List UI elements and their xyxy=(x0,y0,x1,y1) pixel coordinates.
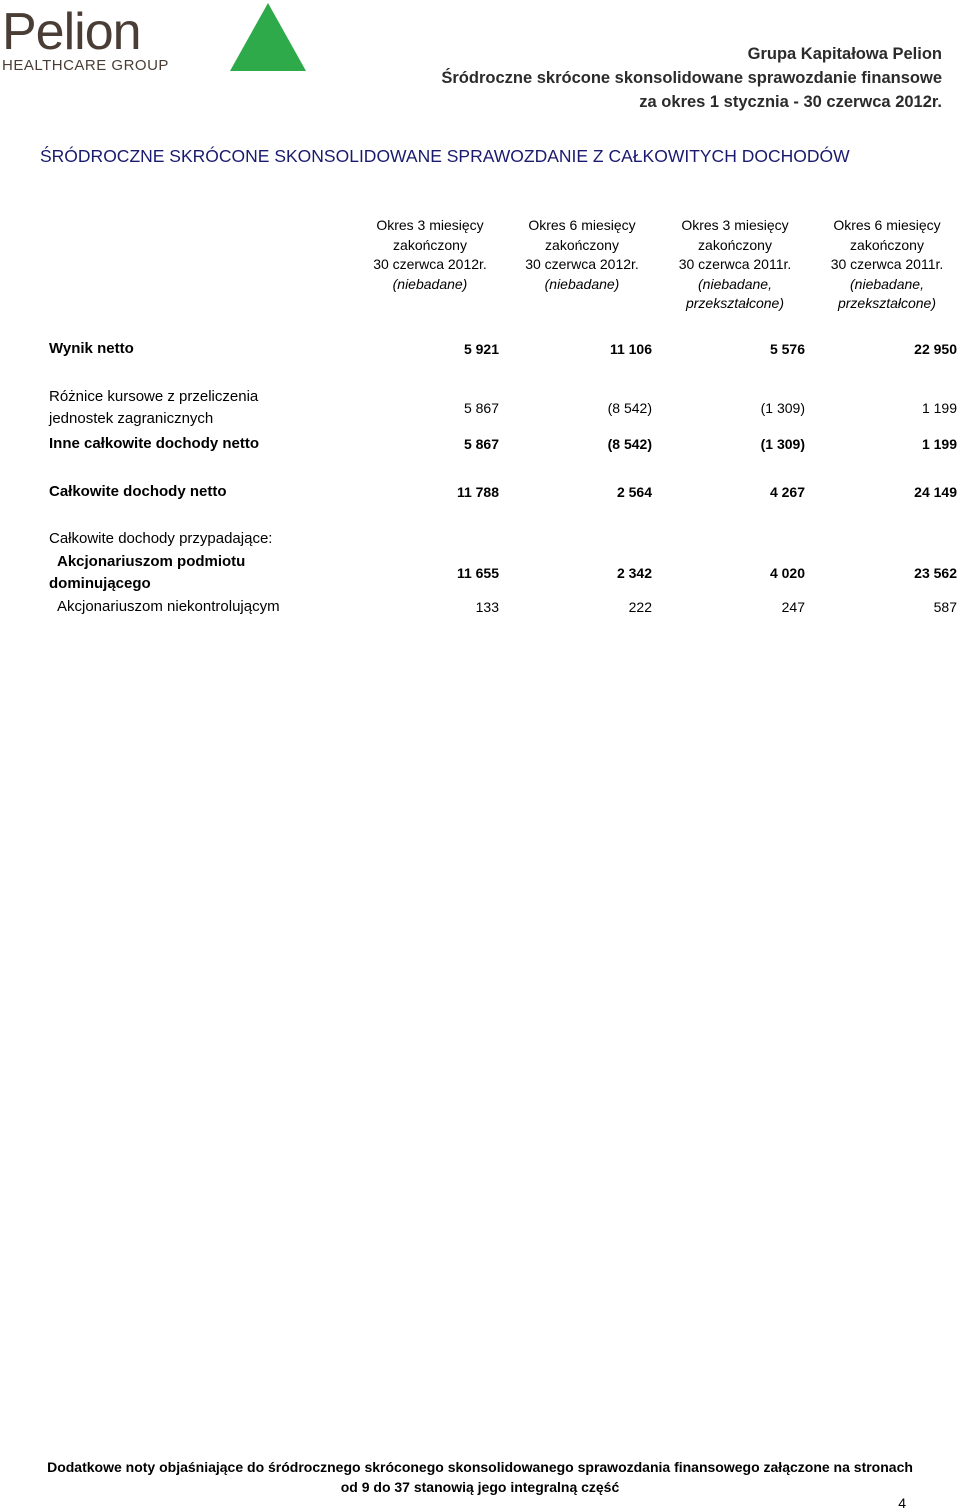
cell-value: 133 xyxy=(475,599,499,615)
cell-value: 1 199 xyxy=(921,436,957,452)
cell-value: (1 309) xyxy=(760,436,805,452)
cell-value: 5 867 xyxy=(463,400,499,416)
cell-value: 11 788 xyxy=(456,484,499,500)
company-logo xyxy=(0,0,320,80)
column-header-3: Okres 3 miesięcy zakończony 30 czerwca 2011r. (niebadane, przekształcone) xyxy=(678,217,792,311)
page-footer-note xyxy=(0,1457,960,1497)
logo-wordmark: Pelion xyxy=(2,3,141,61)
cell-value: 587 xyxy=(933,599,957,615)
cell-value: 24 149 xyxy=(914,484,957,500)
cell-value: 5 921 xyxy=(463,341,499,357)
row-label: Akcjonariuszom niekontrolującym xyxy=(57,598,280,615)
cell-value: 23 562 xyxy=(914,565,957,581)
page-number: 4 xyxy=(898,1495,906,1511)
cell-value: 4 267 xyxy=(769,484,805,500)
footer-line-1: Dodatkowe noty objaśniające do śródrocznego skróconego skonsolidowanego sprawozdania finansowego załączone na stronach xyxy=(47,1459,913,1475)
cell-value: 247 xyxy=(781,599,805,615)
column-header-2: Okres 6 miesięcy zakończony 30 czerwca 2012r. (niebadane) xyxy=(525,217,639,292)
cell-value: 2 342 xyxy=(616,565,652,581)
logo-triangle-icon xyxy=(228,3,308,73)
cell-value: 2 564 xyxy=(616,484,652,500)
row-label: Akcjonariuszom podmiotu xyxy=(57,553,246,570)
cell-value: 11 655 xyxy=(456,565,499,581)
row-label: Wynik netto xyxy=(49,340,134,357)
header-report-name: Śródroczne skrócone skonsolidowane sprawozdanie finansowe xyxy=(441,69,942,87)
header-group-name: Grupa Kapitałowa Pelion xyxy=(747,45,942,63)
cell-value: 11 106 xyxy=(609,341,652,357)
cell-value: (1 309) xyxy=(760,400,805,416)
cell-value: 4 020 xyxy=(769,565,805,581)
header-period: za okres 1 stycznia - 30 czerwca 2012r. xyxy=(639,93,942,111)
logo-tagline: HEALTHCARE GROUP xyxy=(2,57,169,74)
statement-title: ŚRÓDROCZNE SKRÓCONE SKONSOLIDOWANE SPRAWOZDANIE Z CAŁKOWITYCH DOCHODÓW xyxy=(40,146,850,166)
row-label: Różnice kursowe z przeliczenia xyxy=(49,388,259,405)
row-label: Całkowite dochody przypadające: xyxy=(49,530,273,547)
cell-value: 22 950 xyxy=(914,341,957,357)
cell-value: 5 867 xyxy=(463,436,499,452)
row-label-cont: dominującego xyxy=(49,575,151,592)
cell-value: 5 576 xyxy=(769,341,805,357)
row-label: Całkowite dochody netto xyxy=(49,483,227,500)
cell-value: 1 199 xyxy=(921,400,957,416)
row-label: Inne całkowite dochody netto xyxy=(49,435,260,452)
row-label-cont: jednostek zagranicznych xyxy=(49,410,214,427)
cell-value: (8 542) xyxy=(607,436,652,452)
column-header-4: Okres 6 miesięcy zakończony 30 czerwca 2011r. (niebadane, przekształcone) xyxy=(830,217,944,311)
column-header-1: Okres 3 miesięcy zakończony 30 czerwca 2012r. (niebadane) xyxy=(373,217,487,292)
cell-value: (8 542) xyxy=(607,400,652,416)
footer-line-2: od 9 do 37 stanowią jego integralną część xyxy=(340,1479,620,1495)
cell-value: 222 xyxy=(628,599,652,615)
